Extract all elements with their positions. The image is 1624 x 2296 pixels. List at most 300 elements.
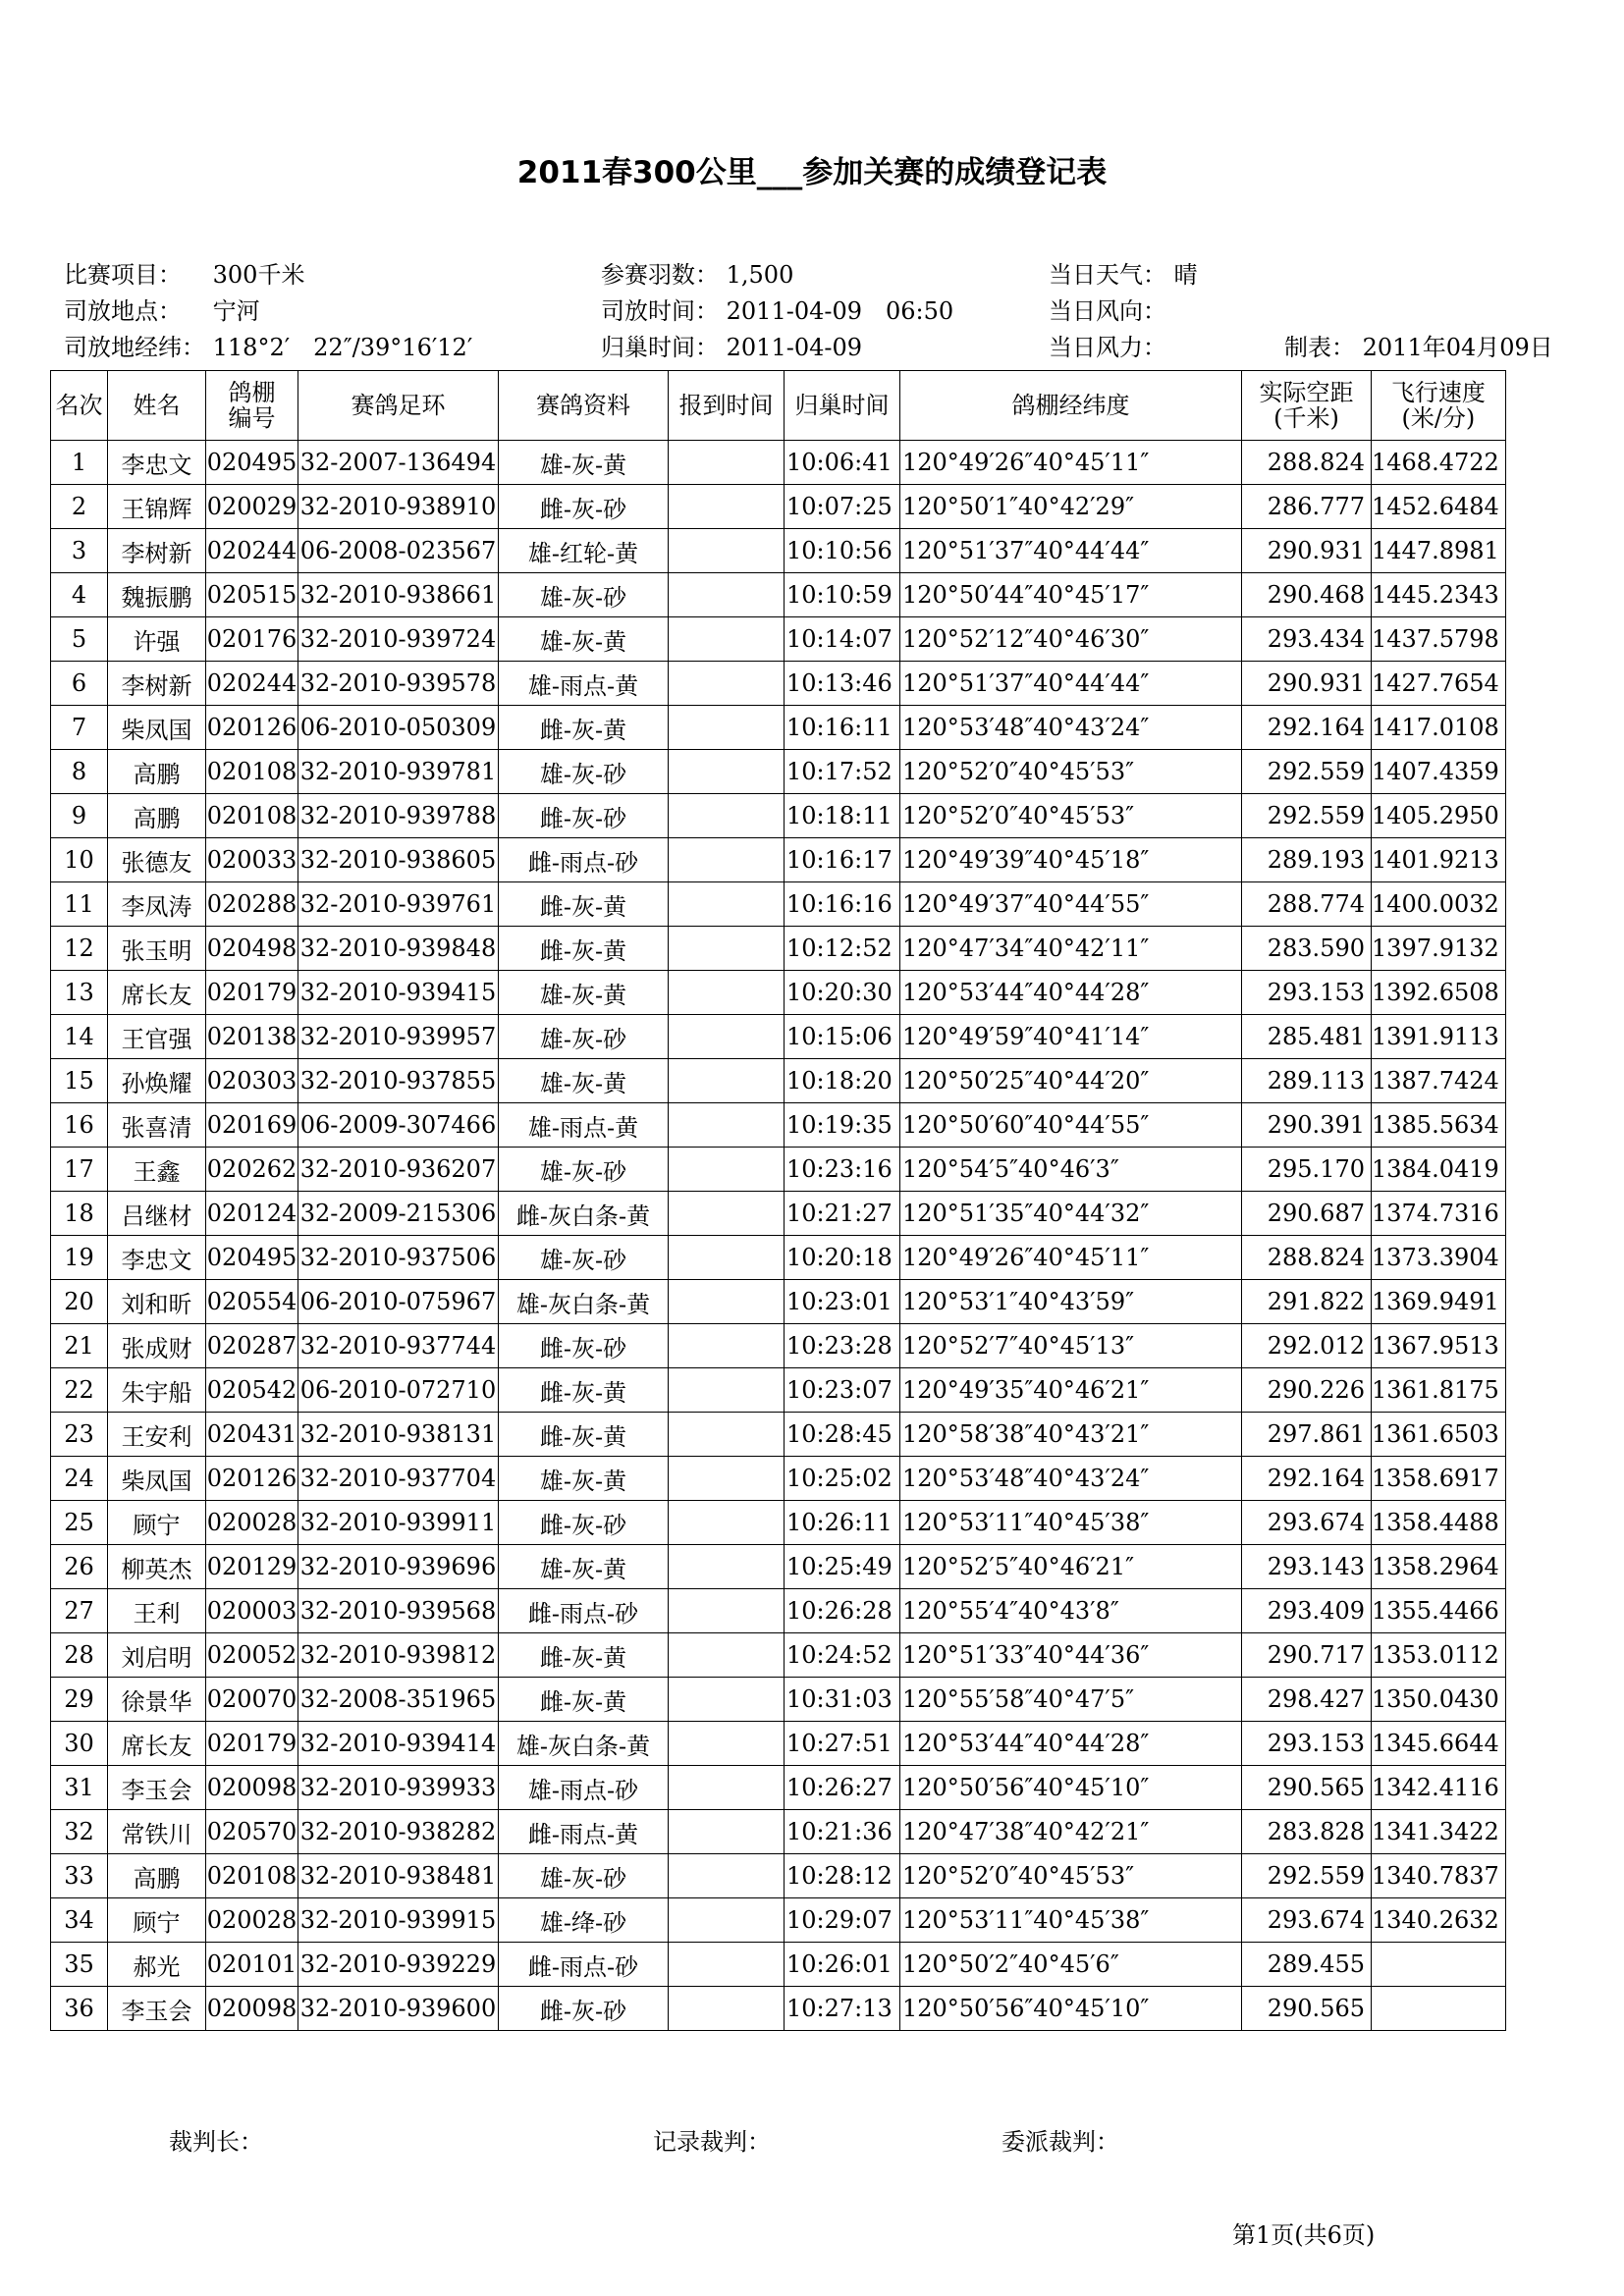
bird-info-cell: 雌-灰-黄 [499,882,669,927]
return-time-cell: 10:17:52 [785,750,900,794]
name-cell: 李树新 [108,662,206,706]
return-time-cell: 10:18:11 [785,794,900,838]
bird-info-cell: 雌-雨点-黄 [499,1810,669,1854]
rank-cell: 32 [51,1810,108,1854]
return-time-cell: 10:25:49 [785,1545,900,1589]
report-time-cell [669,1678,785,1722]
loft-id-cell: 020288 [206,882,298,927]
distance-cell: 289.193 [1242,838,1372,882]
rank-cell: 4 [51,573,108,617]
name-cell: 吕继材 [108,1192,206,1236]
speed-cell: 1417.0108 [1372,706,1506,750]
loft-coordinates-cell: 120°49′35″40°46′21″ [900,1368,1242,1413]
release-site-label: 司放地点： [64,297,182,325]
table-row [51,1589,1506,1633]
return-time-cell: 10:23:01 [785,1280,900,1324]
name-cell: 张玉明 [108,927,206,971]
report-time-cell [669,1589,785,1633]
speed-cell: 1391.9113 [1372,1015,1506,1059]
return-time-value: 2011-04-09 [726,334,863,361]
table-row [51,1192,1506,1236]
return-time-cell: 10:20:18 [785,1236,900,1280]
loft-coordinates-cell: 120°53′11″40°45′38″ [900,1898,1242,1943]
name-cell: 张成财 [108,1324,206,1368]
weather-value: 晴 [1173,261,1198,289]
report-time-cell [669,1059,785,1103]
table-row [51,794,1506,838]
name-cell: 徐景华 [108,1678,206,1722]
name-cell: 王利 [108,1589,206,1633]
table-row [51,1015,1506,1059]
release-coord-label: 司放地经纬： [64,334,205,361]
loft-coordinates-cell: 120°50′2″40°45′6″ [900,1943,1242,1987]
table-row [51,1766,1506,1810]
ring-number-cell: 32-2010-937744 [298,1324,499,1368]
loft-coordinates-cell: 120°47′34″40°42′11″ [900,927,1242,971]
table-row [51,838,1506,882]
speed-cell: 1385.5634 [1372,1103,1506,1148]
loft-coordinates-cell: 120°53′11″40°45′38″ [900,1501,1242,1545]
info-return-time [601,330,862,365]
table-row [51,1236,1506,1280]
table-row [51,529,1506,573]
table-row [51,1413,1506,1457]
bird-info-cell: 雌-灰-砂 [499,1987,669,2031]
distance-cell: 283.828 [1242,1810,1372,1854]
name-cell: 高鹏 [108,794,206,838]
info-wind-force [1049,330,1166,365]
distance-cell: 292.559 [1242,1854,1372,1898]
distance-cell: 290.565 [1242,1987,1372,2031]
distance-cell: 292.012 [1242,1324,1372,1368]
report-time-cell [669,1501,785,1545]
report-time-cell [669,1368,785,1413]
loft-coordinates-cell: 120°50′56″40°45′10″ [900,1766,1242,1810]
return-time-cell: 10:18:20 [785,1059,900,1103]
header-coord: 鸽棚经纬度 [900,371,1242,441]
loft-id-cell: 020070 [206,1678,298,1722]
release-time-label: 司放时间： [601,297,719,325]
table-row [51,1633,1506,1678]
distance-cell: 291.822 [1242,1280,1372,1324]
report-time-cell [669,794,785,838]
bird-info-cell: 雄-灰-砂 [499,1015,669,1059]
distance-cell: 293.434 [1242,617,1372,662]
report-time-cell [669,1015,785,1059]
bird-info-cell: 雄-灰-砂 [499,1236,669,1280]
table-row [51,617,1506,662]
bird-info-cell: 雄-雨点-砂 [499,1766,669,1810]
loft-coordinates-cell: 120°50′56″40°45′10″ [900,1987,1242,2031]
loft-id-cell: 020431 [206,1413,298,1457]
report-time-cell [669,1943,785,1987]
return-time-cell: 10:27:51 [785,1722,900,1766]
loft-id-cell: 020108 [206,794,298,838]
return-time-cell: 10:29:07 [785,1898,900,1943]
loft-id-cell: 020033 [206,838,298,882]
name-cell: 郝光 [108,1943,206,1987]
header-ring: 赛鸽足环 [298,371,499,441]
rank-cell: 3 [51,529,108,573]
return-time-cell: 10:14:07 [785,617,900,662]
report-time-cell [669,485,785,529]
report-time-cell [669,1545,785,1589]
loft-id-cell: 020495 [206,441,298,485]
count-label: 参赛羽数： [601,261,719,289]
bird-info-cell: 雄-雨点-黄 [499,662,669,706]
ring-number-cell: 32-2010-939781 [298,750,499,794]
distance-cell: 295.170 [1242,1148,1372,1192]
loft-coordinates-cell: 120°53′1″40°43′59″ [900,1280,1242,1324]
table-body [51,441,1506,2031]
loft-coordinates-cell: 120°52′0″40°45′53″ [900,794,1242,838]
ring-number-cell: 32-2010-939414 [298,1722,499,1766]
name-cell: 刘和昕 [108,1280,206,1324]
bird-info-cell: 雌-灰-黄 [499,706,669,750]
distance-cell: 285.481 [1242,1015,1372,1059]
bird-info-cell: 雄-灰白条-黄 [499,1722,669,1766]
name-cell: 李玉会 [108,1766,206,1810]
distance-cell: 289.455 [1242,1943,1372,1987]
report-time-cell [669,971,785,1015]
name-cell: 孙焕耀 [108,1059,206,1103]
table-row [51,1943,1506,1987]
bird-info-cell: 雌-灰-砂 [499,1324,669,1368]
ring-number-cell: 32-2010-937704 [298,1457,499,1501]
name-cell: 王安利 [108,1413,206,1457]
bird-info-cell: 雄-灰-黄 [499,1059,669,1103]
distance-cell: 293.674 [1242,1898,1372,1943]
loft-coordinates-cell: 120°49′26″40°45′11″ [900,1236,1242,1280]
report-time-cell [669,1103,785,1148]
rank-cell: 21 [51,1324,108,1368]
loft-coordinates-cell: 120°50′44″40°45′17″ [900,573,1242,617]
speed-cell: 1445.2343 [1372,573,1506,617]
bird-info-cell: 雄-灰-砂 [499,573,669,617]
rank-cell: 16 [51,1103,108,1148]
distance-cell: 293.153 [1242,971,1372,1015]
rank-cell: 5 [51,617,108,662]
speed-cell: 1342.4116 [1372,1766,1506,1810]
table-row [51,1280,1506,1324]
table-row [51,927,1506,971]
loft-coordinates-cell: 120°51′35″40°44′32″ [900,1192,1242,1236]
table-row [51,706,1506,750]
rank-cell: 11 [51,882,108,927]
loft-coordinates-cell: 120°49′37″40°44′55″ [900,882,1242,927]
speed-cell: 1358.2964 [1372,1545,1506,1589]
rank-cell: 36 [51,1987,108,2031]
name-cell: 王锦辉 [108,485,206,529]
loft-coordinates-cell: 120°47′38″40°42′21″ [900,1810,1242,1854]
bird-info-cell: 雌-雨点-砂 [499,1943,669,1987]
header-speed [1372,371,1506,441]
loft-id-cell: 020244 [206,662,298,706]
report-time-cell [669,1810,785,1854]
report-time-cell [669,573,785,617]
bird-info-cell: 雌-灰-砂 [499,794,669,838]
report-time-cell [669,1854,785,1898]
rank-cell: 22 [51,1368,108,1413]
speed-cell: 1401.9213 [1372,838,1506,882]
ring-number-cell: 32-2010-939848 [298,927,499,971]
loft-id-cell: 020028 [206,1501,298,1545]
loft-id-cell: 020495 [206,1236,298,1280]
bird-info-cell: 雄-绛-砂 [499,1898,669,1943]
name-cell: 顾宁 [108,1898,206,1943]
header-rank: 名次 [51,371,108,441]
table-row [51,1501,1506,1545]
return-time-cell: 10:20:30 [785,971,900,1015]
table-row [51,1059,1506,1103]
name-cell: 朱宇船 [108,1368,206,1413]
distance-cell: 290.931 [1242,529,1372,573]
bird-info-cell: 雌-灰-黄 [499,1368,669,1413]
distance-cell: 293.409 [1242,1589,1372,1633]
distance-cell: 290.565 [1242,1766,1372,1810]
ring-number-cell: 32-2010-938282 [298,1810,499,1854]
rank-cell: 1 [51,441,108,485]
name-cell: 席长友 [108,1722,206,1766]
report-time-cell [669,1413,785,1457]
loft-coordinates-cell: 120°53′48″40°43′24″ [900,706,1242,750]
loft-id-cell: 020515 [206,573,298,617]
header-loft-line2: 编号 [228,404,276,432]
ring-number-cell: 32-2010-939415 [298,971,499,1015]
report-time-cell [669,1633,785,1678]
return-time-cell: 10:26:28 [785,1589,900,1633]
report-time-cell [669,441,785,485]
return-time-cell: 10:16:11 [785,706,900,750]
loft-id-cell: 020542 [206,1368,298,1413]
ring-number-cell: 32-2010-938661 [298,573,499,617]
loft-coordinates-cell: 120°51′33″40°44′36″ [900,1633,1242,1678]
return-time-cell: 10:10:56 [785,529,900,573]
loft-id-cell: 020003 [206,1589,298,1633]
table-row [51,441,1506,485]
loft-coordinates-cell: 120°51′37″40°44′44″ [900,529,1242,573]
rank-cell: 23 [51,1413,108,1457]
loft-coordinates-cell: 120°49′59″40°41′14″ [900,1015,1242,1059]
ring-number-cell: 32-2010-939915 [298,1898,499,1943]
rank-cell: 31 [51,1766,108,1810]
loft-id-cell: 020098 [206,1766,298,1810]
return-time-cell: 10:13:46 [785,662,900,706]
speed-cell: 1392.6508 [1372,971,1506,1015]
return-time-cell: 10:15:06 [785,1015,900,1059]
name-cell: 柴凤国 [108,706,206,750]
loft-id-cell: 020554 [206,1280,298,1324]
ring-number-cell: 32-2010-939578 [298,662,499,706]
distance-cell: 283.590 [1242,927,1372,971]
bird-info-cell: 雌-灰白条-黄 [499,1192,669,1236]
info-release-coord [64,330,472,365]
table-row [51,1368,1506,1413]
speed-cell: 1341.3422 [1372,1810,1506,1854]
bird-info-cell: 雄-灰-砂 [499,750,669,794]
return-time-cell: 10:23:16 [785,1148,900,1192]
name-cell: 许强 [108,617,206,662]
table-row [51,485,1506,529]
loft-coordinates-cell: 120°50′25″40°44′20″ [900,1059,1242,1103]
rank-cell: 35 [51,1943,108,1987]
ring-number-cell: 32-2010-938481 [298,1854,499,1898]
distance-cell: 293.143 [1242,1545,1372,1589]
speed-cell: 1447.8981 [1372,529,1506,573]
ring-number-cell: 06-2010-075967 [298,1280,499,1324]
distance-cell: 297.861 [1242,1413,1372,1457]
distance-cell: 289.113 [1242,1059,1372,1103]
rank-cell: 15 [51,1059,108,1103]
loft-id-cell: 020498 [206,927,298,971]
ring-number-cell: 32-2010-939761 [298,882,499,927]
ring-number-cell: 32-2010-938605 [298,838,499,882]
count-value: 1,500 [726,261,794,289]
report-time-cell [669,1192,785,1236]
name-cell: 李凤涛 [108,882,206,927]
ring-number-cell: 32-2009-215306 [298,1192,499,1236]
info-count [601,257,793,293]
loft-coordinates-cell: 120°52′7″40°45′13″ [900,1324,1242,1368]
return-time-cell: 10:31:03 [785,1678,900,1722]
distance-cell: 290.226 [1242,1368,1372,1413]
rank-cell: 27 [51,1589,108,1633]
return-time-cell: 10:23:07 [785,1368,900,1413]
rank-cell: 9 [51,794,108,838]
distance-cell: 290.687 [1242,1192,1372,1236]
loft-coordinates-cell: 120°58′38″40°43′21″ [900,1413,1242,1457]
bird-info-cell: 雌-灰-黄 [499,927,669,971]
made-value: 2011年04月09日 [1362,334,1553,361]
speed-cell: 1400.0032 [1372,882,1506,927]
return-time-cell: 10:28:12 [785,1854,900,1898]
distance-cell: 293.153 [1242,1722,1372,1766]
table-row [51,1898,1506,1943]
name-cell: 常铁川 [108,1810,206,1854]
header-loft [206,371,298,441]
speed-cell: 1361.8175 [1372,1368,1506,1413]
loft-id-cell: 020101 [206,1943,298,1987]
ring-number-cell: 06-2008-023567 [298,529,499,573]
loft-id-cell: 020124 [206,1192,298,1236]
ring-number-cell: 32-2010-939933 [298,1766,499,1810]
return-time-cell: 10:21:27 [785,1192,900,1236]
bird-info-cell: 雄-灰-黄 [499,1457,669,1501]
distance-cell: 292.164 [1242,706,1372,750]
header-speed-line1: 飞行速度 [1390,379,1486,406]
header-speed-line2: (米/分) [1401,404,1476,432]
bird-info-cell: 雌-灰-黄 [499,1413,669,1457]
event-value: 300千米 [212,261,305,289]
speed-cell [1372,1987,1506,2031]
loft-id-cell: 020262 [206,1148,298,1192]
speed-cell: 1340.7837 [1372,1854,1506,1898]
bird-info-cell: 雄-灰-黄 [499,441,669,485]
distance-cell: 288.774 [1242,882,1372,927]
table-header-row [51,371,1506,441]
return-time-cell: 10:26:27 [785,1766,900,1810]
loft-id-cell: 020287 [206,1324,298,1368]
header-distance [1242,371,1372,441]
speed-cell: 1452.6484 [1372,485,1506,529]
speed-cell: 1397.9132 [1372,927,1506,971]
ring-number-cell: 32-2010-936207 [298,1148,499,1192]
bird-info-cell: 雌-雨点-砂 [499,838,669,882]
record-judge-label: 记录裁判： [653,2128,771,2156]
name-cell: 魏振鹏 [108,573,206,617]
info-event [64,257,304,293]
speed-cell: 1437.5798 [1372,617,1506,662]
speed-cell: 1367.9513 [1372,1324,1506,1368]
return-time-cell: 10:06:41 [785,441,900,485]
speed-cell: 1350.0430 [1372,1678,1506,1722]
ring-number-cell: 32-2010-939568 [298,1589,499,1633]
bird-info-cell: 雌-灰-黄 [499,1633,669,1678]
chief-judge-label: 裁判长： [169,2128,263,2156]
table-row [51,1324,1506,1368]
ring-number-cell: 32-2010-939600 [298,1987,499,2031]
assigned-judge-label: 委派裁判： [1001,2128,1119,2156]
rank-cell: 19 [51,1236,108,1280]
return-time-cell: 10:16:17 [785,838,900,882]
ring-number-cell: 32-2010-939229 [298,1943,499,1987]
rank-cell: 6 [51,662,108,706]
release-time-value: 2011-04-09 06:50 [726,297,954,325]
speed-cell: 1355.4466 [1372,1589,1506,1633]
bird-info-cell: 雄-灰-黄 [499,971,669,1015]
name-cell: 席长友 [108,971,206,1015]
name-cell: 张德友 [108,838,206,882]
return-time-cell: 10:12:52 [785,927,900,971]
report-time-cell [669,706,785,750]
return-time-cell: 10:26:11 [785,1501,900,1545]
bird-info-cell: 雌-灰-黄 [499,1678,669,1722]
return-time-label: 归巢时间： [601,334,719,361]
report-time-cell [669,1280,785,1324]
ring-number-cell: 32-2010-939788 [298,794,499,838]
report-time-cell [669,750,785,794]
speed-cell: 1345.6644 [1372,1722,1506,1766]
speed-cell: 1427.7654 [1372,662,1506,706]
loft-coordinates-cell: 120°49′39″40°45′18″ [900,838,1242,882]
name-cell: 王官强 [108,1015,206,1059]
loft-coordinates-cell: 120°53′44″40°44′28″ [900,1722,1242,1766]
bird-info-cell: 雄-灰-砂 [499,1854,669,1898]
loft-id-cell: 020179 [206,971,298,1015]
report-time-cell [669,1324,785,1368]
distance-cell: 288.824 [1242,1236,1372,1280]
loft-id-cell: 020303 [206,1059,298,1103]
loft-coordinates-cell: 120°53′48″40°43′24″ [900,1457,1242,1501]
report-time-cell [669,838,785,882]
ring-number-cell: 06-2009-307466 [298,1103,499,1148]
rank-cell: 18 [51,1192,108,1236]
distance-cell: 292.559 [1242,750,1372,794]
rank-cell: 26 [51,1545,108,1589]
loft-coordinates-cell: 120°55′58″40°47′5″ [900,1678,1242,1722]
ring-number-cell: 32-2007-136494 [298,441,499,485]
speed-cell: 1387.7424 [1372,1059,1506,1103]
ring-number-cell: 32-2010-939911 [298,1501,499,1545]
speed-cell: 1374.7316 [1372,1192,1506,1236]
loft-id-cell: 020108 [206,1854,298,1898]
return-time-cell: 10:19:35 [785,1103,900,1148]
bird-info-cell: 雌-灰-砂 [499,1501,669,1545]
rank-cell: 29 [51,1678,108,1722]
name-cell: 高鹏 [108,750,206,794]
table-row [51,1987,1506,2031]
distance-cell: 293.674 [1242,1501,1372,1545]
